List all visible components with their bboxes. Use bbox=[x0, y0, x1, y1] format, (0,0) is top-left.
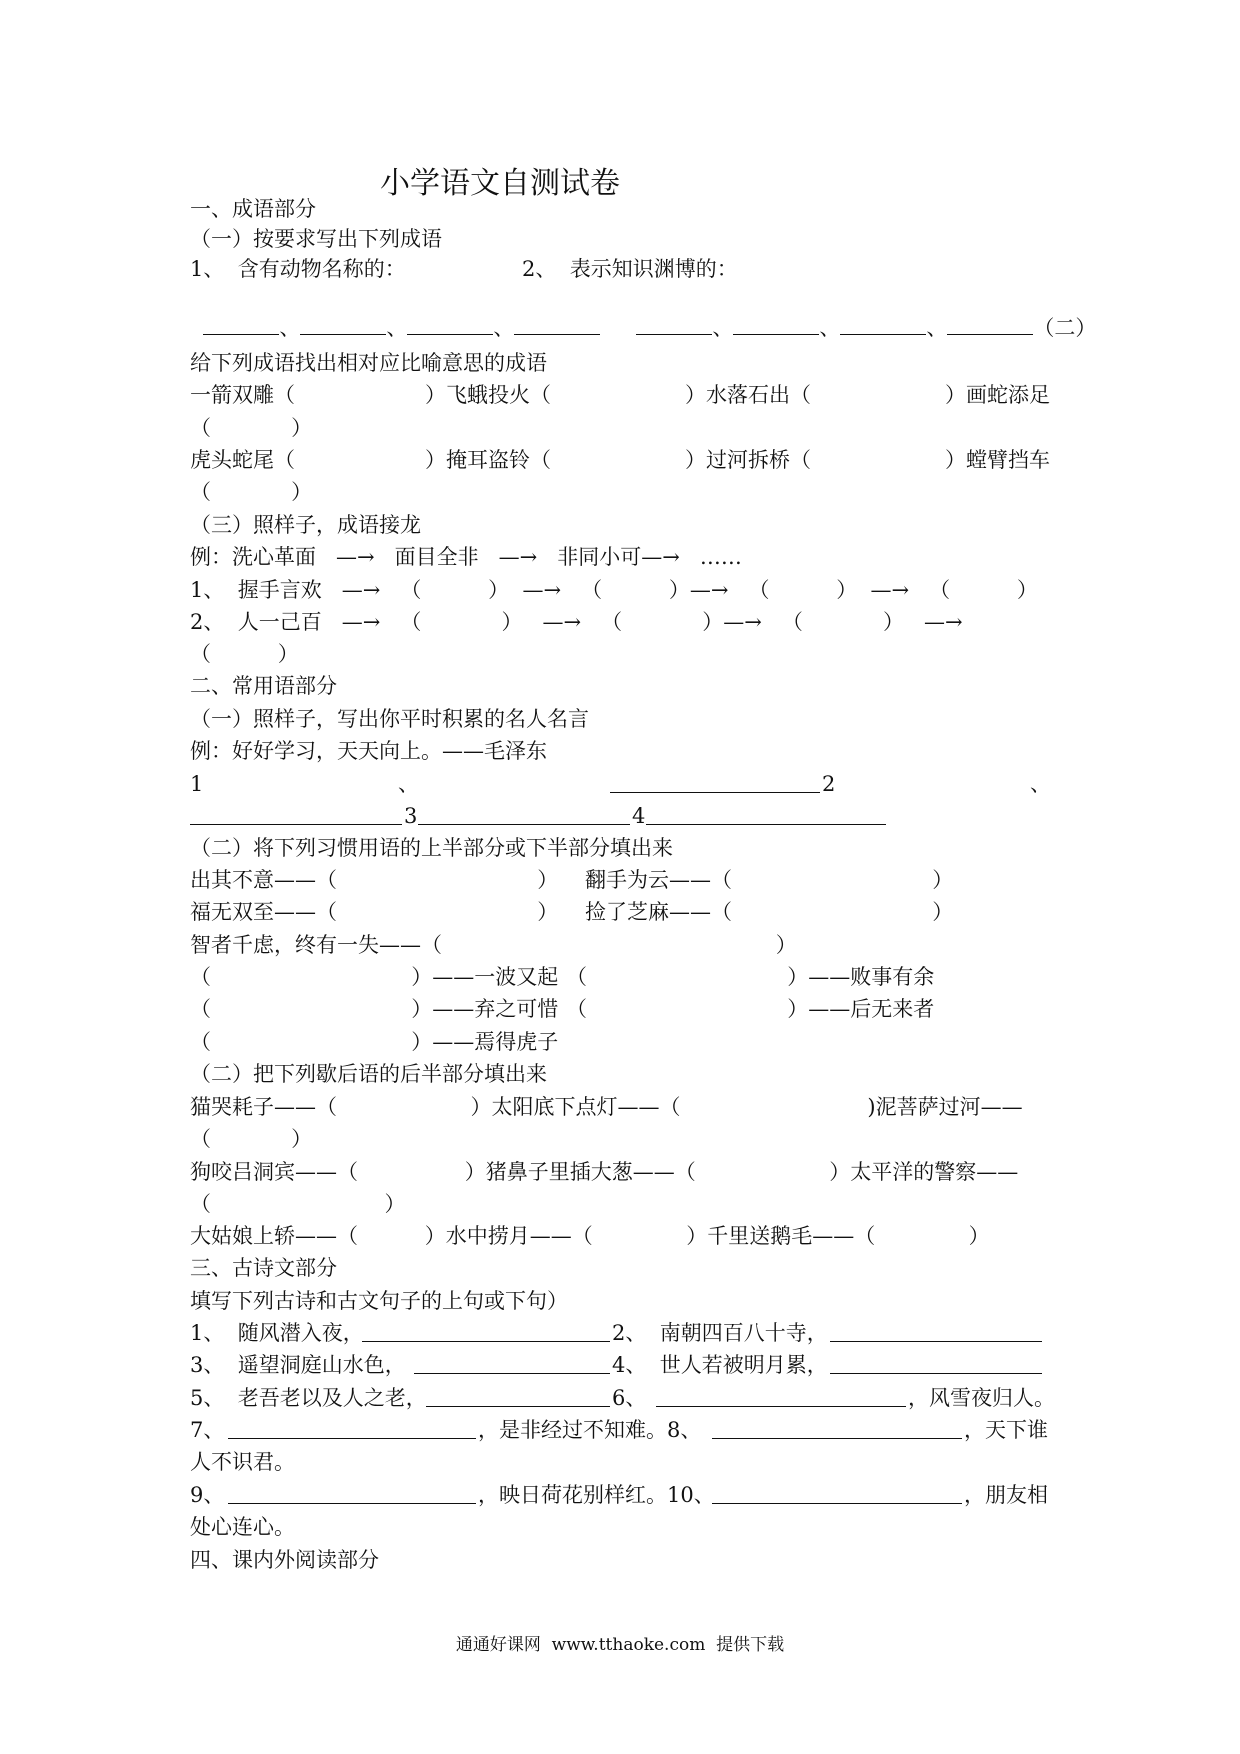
answer-blank[interactable] bbox=[830, 1373, 1042, 1374]
section1-heading: 一、成语部分 bbox=[190, 197, 316, 221]
poem-item-10-wrap: 处心连心。 bbox=[190, 1515, 295, 1539]
idiom-blanks-row bbox=[190, 286, 1096, 342]
section3-heading: 三、古诗文部分 bbox=[190, 1256, 337, 1280]
answer-blank[interactable] bbox=[514, 314, 600, 335]
section4-heading: 四、课内外阅读部分 bbox=[190, 1548, 379, 1572]
poem-item-6: 6、 bbox=[612, 1386, 647, 1410]
poem-instruction: 填写下列古诗和古文句子的上句或下句） bbox=[190, 1289, 568, 1313]
poem-item-9-text: ，映日荷花别样红。10、 bbox=[478, 1483, 715, 1507]
section1-part1-heading: （一）按要求写出下列成语 bbox=[190, 227, 442, 251]
poem-item-2: 2、 南朝四百八十寺， bbox=[612, 1321, 828, 1345]
section2-heading: 二、常用语部分 bbox=[190, 674, 337, 698]
chain-example: 例：洗心革面 —→ 面目全非 —→ 非同小可—→ …… bbox=[190, 545, 742, 569]
idiom-match-5: 虎头蛇尾（ bbox=[190, 448, 295, 472]
answer-blank[interactable] bbox=[228, 1503, 476, 1504]
phrase-item: 捡了芝麻——（ ） bbox=[585, 900, 954, 924]
answer-blank[interactable] bbox=[830, 1341, 1042, 1342]
answer-blank[interactable] bbox=[228, 1438, 476, 1439]
poem-item-9: 9、 bbox=[190, 1483, 225, 1507]
phrase-item: （ ）——后无来者 bbox=[566, 997, 935, 1021]
poem-item-5: 5、 老吾老以及人之老， bbox=[190, 1386, 427, 1410]
quote-number-2: 2 bbox=[822, 772, 836, 796]
chain-line-2-wrap: （ ） bbox=[190, 642, 299, 666]
chain-line-1: 1、 握手言欢 —→ （ ） —→ （ ）—→ （ ） —→ （ ） bbox=[190, 578, 1038, 602]
idiom-match-7: ）过河拆桥（ bbox=[685, 448, 811, 472]
answer-blank[interactable] bbox=[362, 1341, 610, 1342]
section1-q1: 1、 含有动物名称的： bbox=[190, 257, 406, 281]
separator: 、 bbox=[1030, 772, 1051, 796]
phrase-item: （ ）——弃之可惜 bbox=[190, 997, 559, 1021]
answer-blank[interactable] bbox=[656, 1406, 906, 1407]
poem-item-3: 3、 遥望洞庭山水色， bbox=[190, 1353, 406, 1377]
separator: 、 bbox=[398, 772, 419, 796]
phrase-item: 福无双至——（ ） bbox=[190, 900, 559, 924]
idiom-match-6: ）掩耳盗铃（ bbox=[425, 448, 551, 472]
answer-blank[interactable] bbox=[636, 314, 712, 335]
answer-blank[interactable] bbox=[426, 1406, 610, 1407]
section2-part2-heading: （二）将下列习惯用语的上半部分或下半部分填出来 bbox=[190, 836, 673, 860]
idiom-match-2: ）飞蛾投火（ bbox=[425, 383, 551, 407]
answer-blank[interactable] bbox=[712, 1503, 962, 1504]
separator: 、 bbox=[386, 316, 408, 340]
separator: 、 bbox=[926, 316, 948, 340]
quote-number-4: 4 bbox=[632, 804, 646, 828]
separator: 、 bbox=[712, 316, 734, 340]
xiehouyu-row-1-wrap: （ ） bbox=[190, 1127, 313, 1151]
poem-item-8-wrap: 人不识君。 bbox=[190, 1450, 295, 1474]
footer-credit: 通通好课网 www.tthaoke.com 提供下载 bbox=[455, 1635, 785, 1655]
section2-part1-heading: （一）照样子，写出你平时积累的名人名言 bbox=[190, 707, 589, 731]
xiehouyu-row-2: 狗咬吕洞宾——（ ）猪鼻子里插大葱——（ ）太平洋的警察—— bbox=[190, 1160, 1019, 1184]
answer-blank[interactable] bbox=[712, 1438, 962, 1439]
idiom-match-wrap: （ ） bbox=[190, 416, 313, 440]
quote-example: 例：好好学习，天天向上。——毛泽东 bbox=[190, 739, 547, 763]
poem-item-7-text: ，是非经过不知难。8、 bbox=[478, 1418, 702, 1442]
poem-item-7: 7、 bbox=[190, 1418, 225, 1442]
answer-blank[interactable] bbox=[610, 792, 820, 793]
idiom-match-4: ）画蛇添足 bbox=[945, 383, 1050, 407]
section1-part3-heading: （三）照样子，成语接龙 bbox=[190, 513, 421, 537]
poem-item-1: 1、 随风潜入夜， bbox=[190, 1321, 364, 1345]
answer-blank[interactable] bbox=[646, 824, 886, 825]
section2-part3-heading: （二）把下列歇后语的后半部分填出来 bbox=[190, 1062, 547, 1086]
answer-blank[interactable] bbox=[190, 824, 402, 825]
page-title: 小学语文自测试卷 bbox=[380, 166, 620, 201]
idiom-match-3: ）水落石出（ bbox=[685, 383, 811, 407]
xiehouyu-row-1: 猫哭耗子——（ ）太阳底下点灯——（ )泥菩萨过河—— bbox=[190, 1095, 1023, 1119]
xiehouyu-row-3: 大姑娘上轿——（ ）水中捞月——（ ）千里送鹅毛——（ ） bbox=[190, 1224, 990, 1248]
answer-blank[interactable] bbox=[414, 1373, 610, 1374]
poem-item-8-text: ，天下谁 bbox=[964, 1418, 1048, 1442]
phrase-item: 智者千虑，终有一失——（ ） bbox=[190, 933, 797, 957]
quote-number-3: 3 bbox=[404, 804, 418, 828]
poem-item-6-text: ，风雪夜归人。 bbox=[908, 1386, 1055, 1410]
quote-number-1: 1 bbox=[190, 772, 204, 796]
phrase-item: （ ）——焉得虎子 bbox=[190, 1030, 559, 1054]
answer-blank[interactable] bbox=[407, 314, 493, 335]
idiom-match-wrap: （ ） bbox=[190, 480, 313, 504]
idiom-match-1: 一箭双雕（ bbox=[190, 383, 295, 407]
phrase-item: 出其不意——（ ） bbox=[190, 868, 559, 892]
answer-blank[interactable] bbox=[300, 314, 386, 335]
answer-blank[interactable] bbox=[203, 314, 279, 335]
answer-blank[interactable] bbox=[947, 314, 1033, 335]
chain-line-2: 2、 人一己百 —→ （ ） —→ （ ）—→ （ ） —→ bbox=[190, 610, 963, 634]
xiehouyu-row-2-wrap: （ ） bbox=[190, 1192, 406, 1216]
separator: 、 bbox=[493, 316, 515, 340]
idiom-match-8: ）螳臂挡车 bbox=[945, 448, 1050, 472]
phrase-item: （ ）——败事有余 bbox=[566, 965, 935, 989]
answer-blank[interactable] bbox=[418, 824, 630, 825]
phrase-item: （ ）——一波又起 bbox=[190, 965, 559, 989]
answer-blank[interactable] bbox=[733, 314, 819, 335]
part2-number: （二） bbox=[1033, 316, 1097, 340]
poem-item-10-text: ，朋友相 bbox=[964, 1483, 1048, 1507]
poem-item-4: 4、 世人若被明月累， bbox=[612, 1353, 828, 1377]
separator: 、 bbox=[279, 316, 301, 340]
section1-q2: 2、 表示知识渊博的： bbox=[522, 257, 738, 281]
section1-part2-heading: 给下列成语找出相对应比喻意思的成语 bbox=[190, 351, 547, 375]
phrase-item: 翻手为云——（ ） bbox=[585, 868, 954, 892]
answer-blank[interactable] bbox=[840, 314, 926, 335]
separator: 、 bbox=[819, 316, 841, 340]
